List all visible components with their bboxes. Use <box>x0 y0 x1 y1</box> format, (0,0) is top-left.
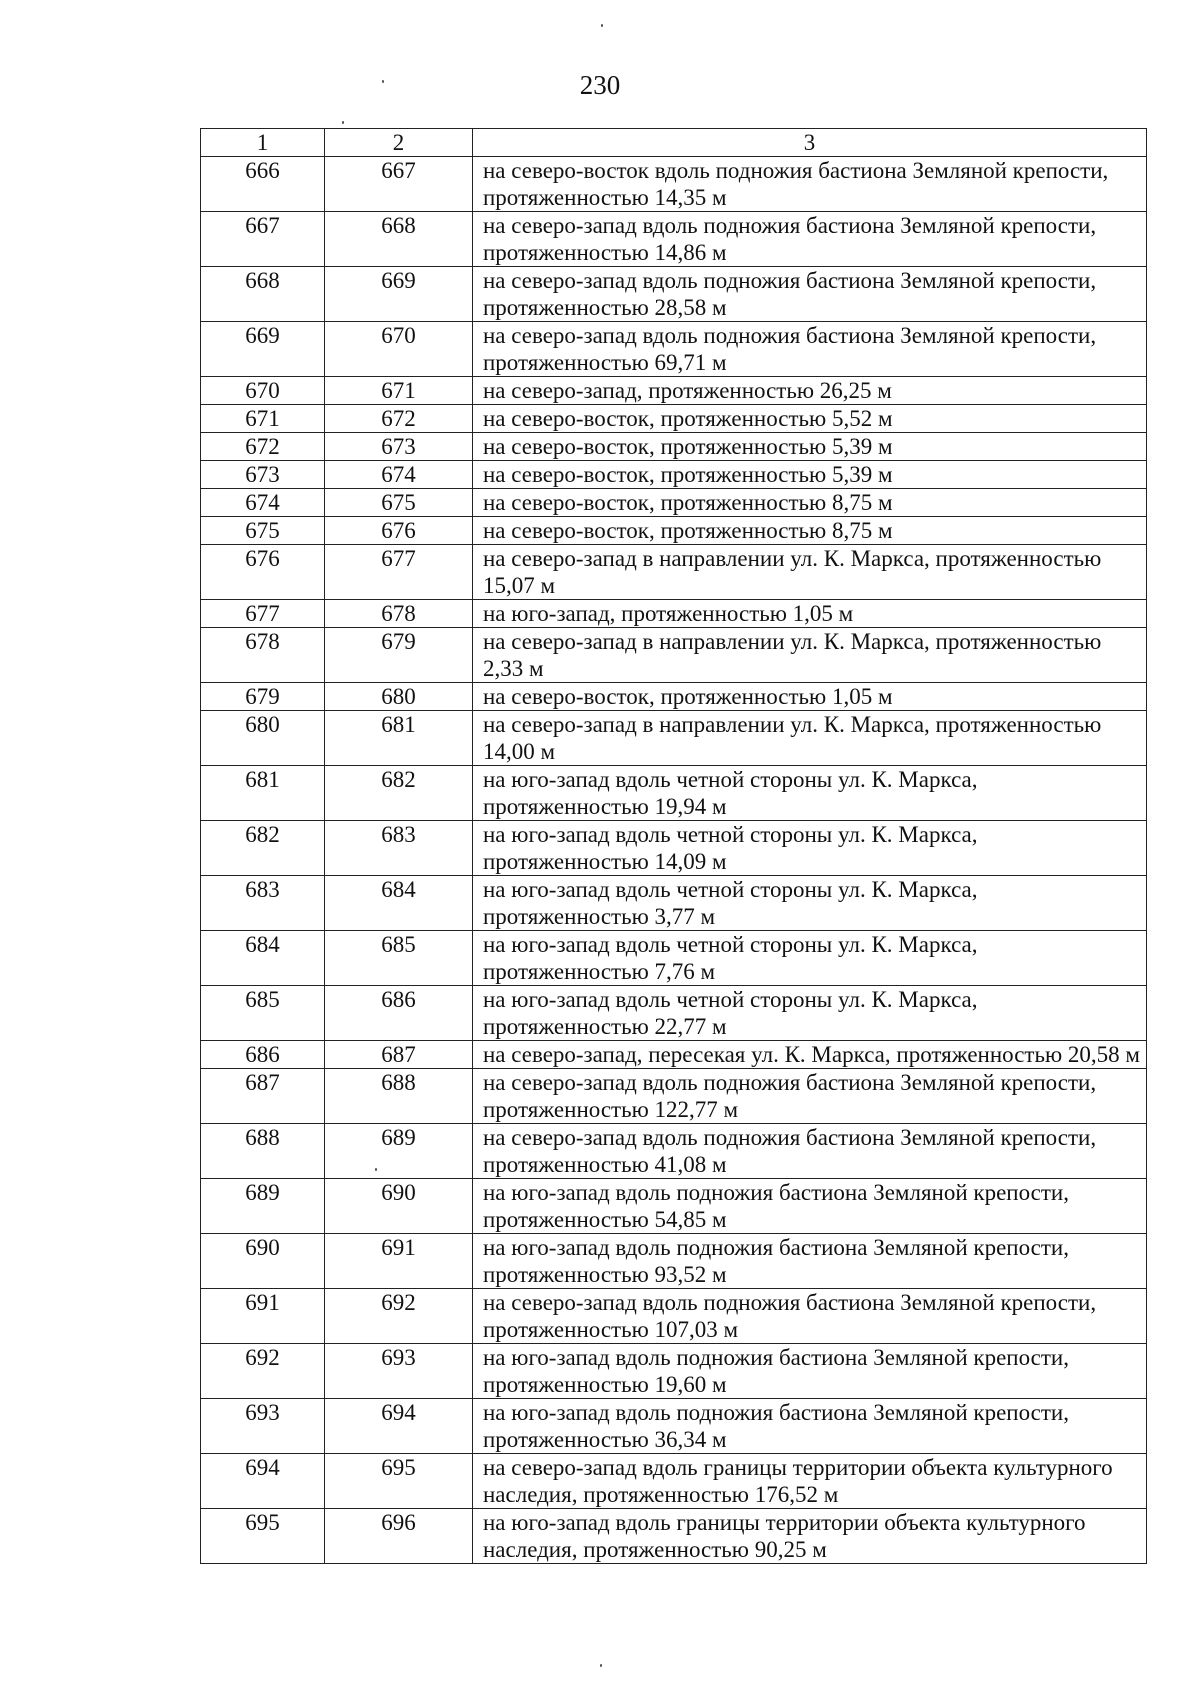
to-point-cell: 668 <box>325 212 473 267</box>
from-point-cell: 684 <box>201 931 325 986</box>
table-row <box>201 931 1147 986</box>
from-point-cell: 693 <box>201 1399 325 1454</box>
to-point-cell: 674 <box>325 461 473 489</box>
to-point-cell: 688 <box>325 1069 473 1124</box>
table-body <box>201 157 1147 1564</box>
segment-description-cell: на северо-запад вдоль подножия бастиона Земляной крепости, протяженностью 69,71 м <box>473 322 1147 377</box>
to-point-cell: 691 <box>325 1234 473 1289</box>
segment-description-cell: на северо-восток, протяженностью 5,39 м <box>473 433 1147 461</box>
scan-speck <box>601 24 603 27</box>
table-row <box>201 1234 1147 1289</box>
segment-description-cell: на северо-восток, протяженностью 5,52 м <box>473 405 1147 433</box>
segment-description-cell: на северо-запад вдоль подножия бастиона Земляной крепости, протяженностью 41,08 м <box>473 1124 1147 1179</box>
table-row <box>201 821 1147 876</box>
segment-description-cell: на юго-запад вдоль четной стороны ул. К. Маркса, протяженностью 22,77 м <box>473 986 1147 1041</box>
boundary-table <box>200 128 1147 1564</box>
table-row <box>201 1179 1147 1234</box>
from-point-cell: 677 <box>201 600 325 628</box>
table-header-row <box>201 129 1147 157</box>
column-header-to-point: 2 <box>325 129 473 157</box>
scan-speck <box>342 121 344 124</box>
from-point-cell: 694 <box>201 1454 325 1509</box>
to-point-cell: 679 <box>325 628 473 683</box>
segment-description-cell: на юго-запад вдоль подножия бастиона Земляной крепости, протяженностью 93,52 м <box>473 1234 1147 1289</box>
to-point-cell: 676 <box>325 517 473 545</box>
segment-description-cell: на северо-запад вдоль подножия бастиона Земляной крепости, протяженностью 122,77 м <box>473 1069 1147 1124</box>
table-row <box>201 377 1147 405</box>
segment-description-cell: на северо-запад в направлении ул. К. Маркса, протяженностью 2,33 м <box>473 628 1147 683</box>
to-point-cell: 680 <box>325 683 473 711</box>
to-point-cell: 671 <box>325 377 473 405</box>
to-point-cell: 672 <box>325 405 473 433</box>
to-point-cell: 682 <box>325 766 473 821</box>
table-row <box>201 1124 1147 1179</box>
table-row <box>201 405 1147 433</box>
table-row <box>201 628 1147 683</box>
to-point-cell: 694 <box>325 1399 473 1454</box>
from-point-cell: 666 <box>201 157 325 212</box>
table-row <box>201 1509 1147 1564</box>
from-point-cell: 685 <box>201 986 325 1041</box>
segment-description-cell: на юго-запад вдоль подножия бастиона Земляной крепости, протяженностью 19,60 м <box>473 1344 1147 1399</box>
table-row <box>201 322 1147 377</box>
from-point-cell: 686 <box>201 1041 325 1069</box>
to-point-cell: 678 <box>325 600 473 628</box>
to-point-cell: 695 <box>325 1454 473 1509</box>
segment-description-cell: на северо-восток, протяженностью 8,75 м <box>473 517 1147 545</box>
from-point-cell: 681 <box>201 766 325 821</box>
from-point-cell: 692 <box>201 1344 325 1399</box>
from-point-cell: 674 <box>201 489 325 517</box>
to-point-cell: 692 <box>325 1289 473 1344</box>
to-point-cell: 675 <box>325 489 473 517</box>
table-row <box>201 545 1147 600</box>
segment-description-cell: на северо-запад вдоль подножия бастиона Земляной крепости, протяженностью 107,03 м <box>473 1289 1147 1344</box>
column-header-description: 3 <box>473 129 1147 157</box>
from-point-cell: 683 <box>201 876 325 931</box>
table-row <box>201 517 1147 545</box>
segment-description-cell: на юго-запад вдоль подножия бастиона Земляной крепости, протяженностью 54,85 м <box>473 1179 1147 1234</box>
from-point-cell: 676 <box>201 545 325 600</box>
table-row <box>201 1041 1147 1069</box>
from-point-cell: 671 <box>201 405 325 433</box>
table-row <box>201 766 1147 821</box>
segment-description-cell: на северо-запад в направлении ул. К. Маркса, протяженностью 14,00 м <box>473 711 1147 766</box>
from-point-cell: 670 <box>201 377 325 405</box>
segment-description-cell: на северо-запад в направлении ул. К. Маркса, протяженностью 15,07 м <box>473 545 1147 600</box>
table-row <box>201 461 1147 489</box>
table-row <box>201 600 1147 628</box>
table-row <box>201 683 1147 711</box>
from-point-cell: 672 <box>201 433 325 461</box>
from-point-cell: 695 <box>201 1509 325 1564</box>
to-point-cell: 696 <box>325 1509 473 1564</box>
table-row <box>201 1289 1147 1344</box>
scan-speck <box>600 1664 602 1667</box>
to-point-cell: 684 <box>325 876 473 931</box>
to-point-cell: 681 <box>325 711 473 766</box>
table-row <box>201 1069 1147 1124</box>
from-point-cell: 687 <box>201 1069 325 1124</box>
to-point-cell: 686 <box>325 986 473 1041</box>
table-row <box>201 489 1147 517</box>
from-point-cell: 667 <box>201 212 325 267</box>
to-point-cell: 670 <box>325 322 473 377</box>
table-row <box>201 876 1147 931</box>
to-point-cell: 669 <box>325 267 473 322</box>
table-row <box>201 986 1147 1041</box>
from-point-cell: 690 <box>201 1234 325 1289</box>
segment-description-cell: на юго-запад вдоль границы территории объекта культурного наследия, протяженностью 90,25 м <box>473 1509 1147 1564</box>
table-row <box>201 267 1147 322</box>
segment-description-cell: на северо-запад, протяженностью 26,25 м <box>473 377 1147 405</box>
to-point-cell: 690 <box>325 1179 473 1234</box>
to-point-cell: 693 <box>325 1344 473 1399</box>
segment-description-cell: на северо-восток, протяженностью 1,05 м <box>473 683 1147 711</box>
to-point-cell: 667 <box>325 157 473 212</box>
segment-description-cell: на юго-запад вдоль четной стороны ул. К. Маркса, протяженностью 3,77 м <box>473 876 1147 931</box>
from-point-cell: 691 <box>201 1289 325 1344</box>
to-point-cell: 685 <box>325 931 473 986</box>
table-row <box>201 157 1147 212</box>
page-number: 230 <box>579 70 621 100</box>
from-point-cell: 680 <box>201 711 325 766</box>
table-row <box>201 711 1147 766</box>
segment-description-cell: на юго-запад вдоль четной стороны ул. К. Маркса, протяженностью 19,94 м <box>473 766 1147 821</box>
segment-description-cell: на северо-восток, протяженностью 8,75 м <box>473 489 1147 517</box>
from-point-cell: 668 <box>201 267 325 322</box>
scan-speck <box>375 1168 377 1171</box>
scan-speck <box>382 80 384 83</box>
segment-description-cell: на северо-запад вдоль подножия бастиона Земляной крепости, протяженностью 28,58 м <box>473 267 1147 322</box>
to-point-cell: 673 <box>325 433 473 461</box>
from-point-cell: 678 <box>201 628 325 683</box>
from-point-cell: 679 <box>201 683 325 711</box>
table-row <box>201 433 1147 461</box>
to-point-cell: 677 <box>325 545 473 600</box>
to-point-cell: 687 <box>325 1041 473 1069</box>
segment-description-cell: на юго-запад вдоль четной стороны ул. К. Маркса, протяженностью 7,76 м <box>473 931 1147 986</box>
segment-description-cell: на северо-восток вдоль подножия бастиона Земляной крепости, протяженностью 14,35 м <box>473 157 1147 212</box>
table-row <box>201 1399 1147 1454</box>
from-point-cell: 669 <box>201 322 325 377</box>
from-point-cell: 682 <box>201 821 325 876</box>
segment-description-cell: на юго-запад, протяженностью 1,05 м <box>473 600 1147 628</box>
to-point-cell: 683 <box>325 821 473 876</box>
from-point-cell: 689 <box>201 1179 325 1234</box>
segment-description-cell: на северо-запад вдоль подножия бастиона Земляной крепости, протяженностью 14,86 м <box>473 212 1147 267</box>
segment-description-cell: на северо-запад, пересекая ул. К. Маркса, протяженностью 20,58 м <box>473 1041 1147 1069</box>
segment-description-cell: на юго-запад вдоль четной стороны ул. К. Маркса, протяженностью 14,09 м <box>473 821 1147 876</box>
table-row <box>201 1344 1147 1399</box>
segment-description-cell: на юго-запад вдоль подножия бастиона Земляной крепости, протяженностью 36,34 м <box>473 1399 1147 1454</box>
table-row <box>201 212 1147 267</box>
table-row <box>201 1454 1147 1509</box>
from-point-cell: 688 <box>201 1124 325 1179</box>
segment-description-cell: на северо-запад вдоль границы территории объекта культурного наследия, протяженностью 176,52 м <box>473 1454 1147 1509</box>
segment-description-cell: на северо-восток, протяженностью 5,39 м <box>473 461 1147 489</box>
from-point-cell: 673 <box>201 461 325 489</box>
from-point-cell: 675 <box>201 517 325 545</box>
column-header-from-point: 1 <box>201 129 325 157</box>
to-point-cell: 689 <box>325 1124 473 1179</box>
